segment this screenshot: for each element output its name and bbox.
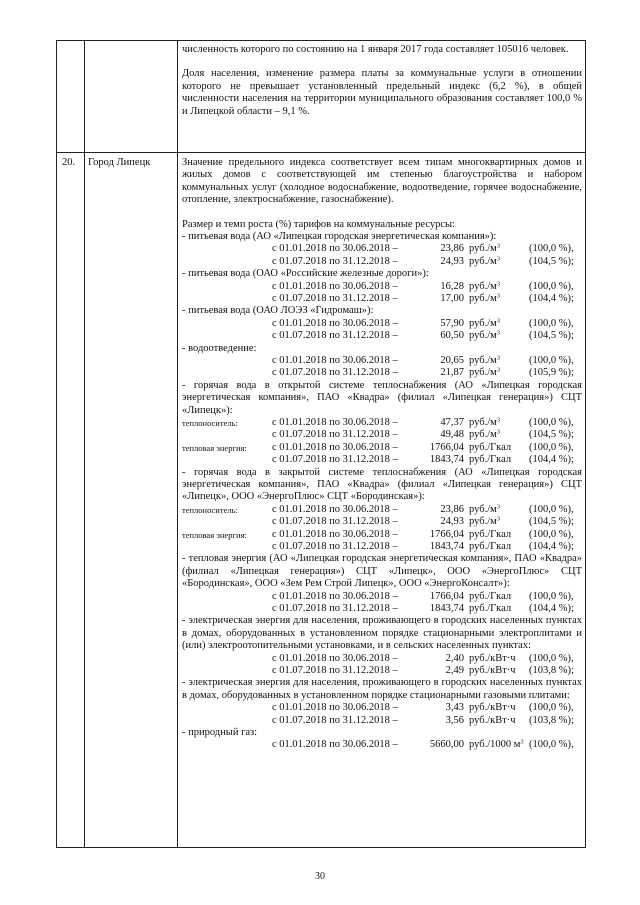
- tariff-line: [182, 355, 582, 367]
- unit-exponent: 3: [496, 280, 501, 288]
- tariff-group-title: - тепловая энергия (АО «Липецкая городская энергетическая компания», ПАО «Квадра» (филиал «Липецкая генерация») СЦТ «Липецк», ООО «ЭнергоПлюс» СЦТ «Бородинская», ООО «Зем Рем Строй Липецк», ООО «ЭнергоКонсалт»):: [182, 553, 582, 590]
- tariff-value: 49,48: [440, 429, 464, 441]
- tariff-unit: руб./м: [469, 280, 497, 292]
- unit-exponent: 3: [496, 242, 501, 250]
- tariff-value: 3,56: [445, 714, 464, 726]
- population-count-text: численность которого по состоянию на 1 января 2017 года составляет 105016 человек.: [182, 44, 569, 55]
- tariff-unit: руб./м: [469, 355, 497, 366]
- tariff-line: [182, 429, 582, 441]
- tariff-group-title: - электрическая энергия для населения, проживающего в городских населенных пунктах в домах, оборудованных в установленном порядке стационарными газовыми плитами:: [182, 677, 582, 701]
- tariff-unit: руб./м: [469, 243, 497, 255]
- tariff-growth: (100,0 %),: [529, 652, 574, 664]
- unit-exponent: 3: [496, 329, 501, 337]
- row-number: 20.: [62, 157, 76, 168]
- tariff-group-hot-water-open: [182, 380, 582, 467]
- tariff-period: с 01.07.2018 по 31.12.2018 –: [272, 454, 398, 466]
- tariff-unit: руб./кВт·ч: [469, 714, 516, 726]
- tariff-group-title: - горячая вода в закрытой системе теплоснабжения (АО «Липецкая городская энергетическая компания», ПАО «Квадра» (филиал «Липецкая генерация») СЦТ «Липецк», ООО «ЭнергоПлюс» СЦТ «Бородинская»):: [182, 466, 582, 503]
- tariff-group-title: - питьевая вода (ОАО «Российские железные дороги»):: [182, 268, 429, 280]
- tariff-growth: (100,0 %),: [529, 739, 574, 751]
- tariff-unit: руб./м: [469, 293, 497, 305]
- tariff-group-drinking-water-lgek: [182, 231, 582, 268]
- tariff-unit: руб./Гкал: [469, 590, 512, 602]
- unit-exponent: 3: [496, 515, 501, 523]
- tariffs-heading: Размер и темп роста (%) тарифов на коммунальные ресурсы:: [182, 218, 455, 230]
- tariff-group-title: - горячая вода в открытой системе теплоснабжения (АО «Липецкая городская энергетическая компания», ПАО «Квадра» (филиал «Липецкая генерация») СЦТ «Липецк»):: [182, 379, 582, 416]
- tariff-period: с 01.01.2018 по 30.06.2018 –: [272, 652, 398, 664]
- tariff-unit: руб./м: [469, 367, 497, 379]
- tariff-line: [182, 281, 582, 293]
- tariff-growth: (104,5 %);: [529, 516, 574, 528]
- tariff-growth: (104,4 %);: [529, 293, 574, 305]
- table-right-border: [585, 40, 586, 848]
- tariff-line: [182, 516, 582, 528]
- tariff-period: с 01.01.2018 по 30.06.2018 –: [272, 317, 398, 329]
- unit-exponent: 3: [496, 503, 501, 511]
- previous-row-text: [182, 44, 582, 118]
- tariff-line: [182, 653, 582, 665]
- tariff-unit: руб./1000 м: [469, 739, 521, 751]
- tariff-value: 20,65: [440, 355, 464, 366]
- unit-exponent: 3: [496, 255, 501, 263]
- tariff-line: [182, 603, 582, 615]
- table-left-border: [56, 40, 57, 848]
- unit-exponent: 3: [496, 366, 501, 374]
- row-content: [182, 157, 582, 752]
- tariff-unit: руб./Гкал: [469, 441, 512, 453]
- index-description: Значение предельного индекса соответствует всем типам многоквартирных домов и жилых домов с соответствующей им степенью благоустройства и набором коммунальных услуг (холодное водоснабжение, водоотведение, горячее водоснабжение, отопление, электроснабжение, газоснабжение).: [182, 157, 582, 206]
- tariff-growth: (104,5 %);: [529, 429, 574, 441]
- tariff-value: 47,37: [440, 417, 464, 428]
- tariff-period: с 01.07.2018 по 31.12.2018 –: [272, 602, 398, 614]
- unit-exponent: 3: [496, 428, 501, 436]
- tariff-period: с 01.01.2018 по 30.06.2018 –: [272, 528, 398, 540]
- tariff-line: [182, 665, 582, 677]
- tariff-period: с 01.01.2018 по 30.06.2018 –: [272, 355, 398, 366]
- tariff-period: с 01.01.2018 по 30.06.2018 –: [272, 702, 398, 714]
- tariff-value: 1843,74: [429, 454, 464, 466]
- tariff-period: с 01.07.2018 по 31.12.2018 –: [272, 330, 398, 342]
- tariff-value: 17,00: [440, 293, 464, 305]
- tariff-group-heat-energy: [182, 553, 582, 615]
- municipality-name: Город Липецк: [88, 157, 151, 168]
- heat-carrier-label: теплоноситель:: [182, 504, 238, 515]
- tariff-group-title: - электрическая энергия для населения, проживающего в городских населенных пунктах в домах, оборудованных в установленном порядке стационарными электроплитами и (или) электроотопительными установками, и в сельских населенных пунктах:: [182, 615, 582, 652]
- tariff-period: с 01.01.2018 по 30.06.2018 –: [272, 441, 398, 453]
- tariff-group-natural-gas: [182, 727, 582, 752]
- tariff-growth: (100,0 %),: [529, 702, 574, 714]
- tariff-value: 1766,04: [429, 590, 464, 602]
- tariff-growth: (100,0 %),: [529, 528, 574, 540]
- tariff-unit: руб./м: [469, 516, 497, 528]
- tariff-unit: руб./м: [469, 429, 497, 441]
- tariff-unit: руб./Гкал: [469, 528, 512, 540]
- tariff-period: с 01.01.2018 по 30.06.2018 –: [272, 503, 398, 515]
- tariff-line: [182, 330, 582, 342]
- tariff-growth: (104,4 %);: [529, 540, 574, 552]
- tariff-unit: руб./м: [469, 417, 497, 428]
- tariff-line: [182, 715, 582, 727]
- tariff-line: [182, 454, 582, 466]
- tariff-line: [182, 293, 582, 305]
- tariff-value: 5660,00: [429, 739, 464, 751]
- tariff-growth: (100,0 %),: [529, 280, 574, 292]
- tariff-growth: (104,5 %);: [529, 330, 574, 342]
- tariff-unit: руб./кВт·ч: [469, 664, 516, 676]
- tariff-period: с 01.01.2018 по 30.06.2018 –: [272, 243, 398, 255]
- tariff-group-drinking-water-gidromash: [182, 305, 582, 342]
- document-table: [56, 40, 586, 848]
- tariff-growth: (104,4 %);: [529, 602, 574, 614]
- tariff-value: 57,90: [440, 317, 464, 329]
- tariff-line: [182, 541, 582, 553]
- tariff-value: 60,50: [440, 330, 464, 342]
- tariff-period: с 01.07.2018 по 31.12.2018 –: [272, 255, 398, 267]
- tariff-line: [182, 243, 582, 255]
- tariff-value: 3,43: [445, 702, 464, 714]
- tariff-period: с 01.07.2018 по 31.12.2018 –: [272, 714, 398, 726]
- tariff-period: с 01.07.2018 по 31.12.2018 –: [272, 429, 398, 441]
- tariff-period: с 01.01.2018 по 30.06.2018 –: [272, 739, 398, 751]
- tariff-line: [182, 318, 582, 330]
- tariff-line: [182, 529, 582, 541]
- tariff-value: 24,93: [440, 255, 464, 267]
- tariff-period: с 01.07.2018 по 31.12.2018 –: [272, 540, 398, 552]
- tariff-value: 1766,04: [429, 528, 464, 540]
- tariff-growth: (100,0 %),: [529, 417, 574, 428]
- tariff-group-title: - питьевая вода (ОАО ЛОЭЗ «Гидромаш»):: [182, 305, 374, 317]
- tariff-group-electricity-stoves: [182, 615, 582, 677]
- tariff-value: 16,28: [440, 280, 464, 292]
- tariff-period: с 01.01.2018 по 30.06.2018 –: [272, 280, 398, 292]
- heat-energy-label: тепловая энергия:: [182, 529, 247, 540]
- heat-carrier-label: теплоноситель:: [182, 418, 238, 428]
- tariff-group-title: - питьевая вода (АО «Липецкая городская энергетическая компания»):: [182, 231, 497, 243]
- tariff-value: 1843,74: [429, 540, 464, 552]
- tariff-value: 1766,04: [429, 441, 464, 453]
- tariff-growth: (100,0 %),: [529, 441, 574, 453]
- tariff-growth: (100,0 %),: [529, 590, 574, 602]
- tariff-line: [182, 417, 582, 429]
- tariff-period: с 01.01.2018 по 30.06.2018 –: [272, 590, 398, 602]
- tariff-line: [182, 591, 582, 603]
- tariff-growth: (105,9 %);: [529, 367, 574, 379]
- tariff-value: 1843,74: [429, 602, 464, 614]
- tariff-unit: руб./м: [469, 330, 497, 342]
- population-share-text: Доля населения, изменение размера платы за коммунальные услуги в отношении которого не превышает установленный предельный индекс (6,2 %), в общей численности населения на территории муниципального образования составляет 100,0 % и Липецкой области – 9,1 %.: [182, 68, 582, 117]
- tariff-value: 2,49: [445, 664, 464, 676]
- tariff-line: [182, 739, 582, 751]
- tariff-unit: руб./м: [469, 317, 497, 329]
- unit-exponent: 3: [496, 416, 501, 424]
- tariff-unit: руб./Гкал: [469, 540, 512, 552]
- tariff-unit: руб./Гкал: [469, 454, 512, 466]
- tariff-growth: (104,5 %);: [529, 255, 574, 267]
- tariff-period: с 01.07.2018 по 31.12.2018 –: [272, 293, 398, 305]
- heat-energy-label: тепловая энергия:: [182, 442, 247, 453]
- table-bottom-border: [56, 847, 586, 848]
- tariff-period: с 01.07.2018 по 31.12.2018 –: [272, 516, 398, 528]
- tariff-group-title: - природный газ:: [182, 726, 258, 738]
- tariff-line: [182, 256, 582, 268]
- tariff-growth: (104,4 %);: [529, 454, 574, 466]
- unit-exponent: 3: [496, 292, 501, 300]
- unit-exponent: 3: [496, 354, 501, 362]
- tariff-growth: (100,0 %),: [529, 355, 574, 366]
- table-top-border: [56, 40, 586, 41]
- tariff-growth: (100,0 %),: [529, 503, 574, 515]
- tariff-unit: руб./Гкал: [469, 602, 512, 614]
- page-number: 30: [315, 871, 325, 882]
- tariff-line: [182, 367, 582, 379]
- tariff-unit: руб./кВт·ч: [469, 652, 516, 664]
- tariff-value: 23,86: [440, 243, 464, 255]
- tariff-group-hot-water-closed: [182, 467, 582, 554]
- tariff-unit: руб./м: [469, 255, 497, 267]
- tariff-group-drinking-water-rzd: [182, 268, 582, 305]
- tariff-value: 23,86: [440, 503, 464, 515]
- unit-exponent: 3: [520, 738, 524, 746]
- tariff-growth: (103,8 %);: [529, 714, 574, 726]
- tariff-growth: (100,0 %),: [529, 243, 574, 255]
- tariff-line: [182, 702, 582, 714]
- row-separator: [56, 152, 586, 153]
- tariff-line: [182, 442, 582, 454]
- tariff-group-title: - водоотведение:: [182, 342, 257, 354]
- tariff-period: с 01.07.2018 по 31.12.2018 –: [272, 664, 398, 676]
- tariff-period: с 01.01.2018 по 30.06.2018 –: [272, 417, 398, 428]
- tariff-period: с 01.07.2018 по 31.12.2018 –: [272, 367, 398, 379]
- tariff-unit: руб./м: [469, 503, 497, 515]
- tariff-group-electricity-gas-stoves: [182, 677, 582, 727]
- unit-exponent: 3: [496, 317, 501, 325]
- tariff-unit: руб./кВт·ч: [469, 702, 516, 714]
- tariff-value: 2,40: [445, 652, 464, 664]
- tariff-value: 21,87: [440, 367, 464, 379]
- tariff-line: [182, 504, 582, 516]
- tariff-growth: (100,0 %),: [529, 317, 574, 329]
- tariff-value: 24,93: [440, 516, 464, 528]
- tariff-growth: (103,8 %);: [529, 664, 574, 676]
- tariff-group-sewerage: [182, 343, 582, 380]
